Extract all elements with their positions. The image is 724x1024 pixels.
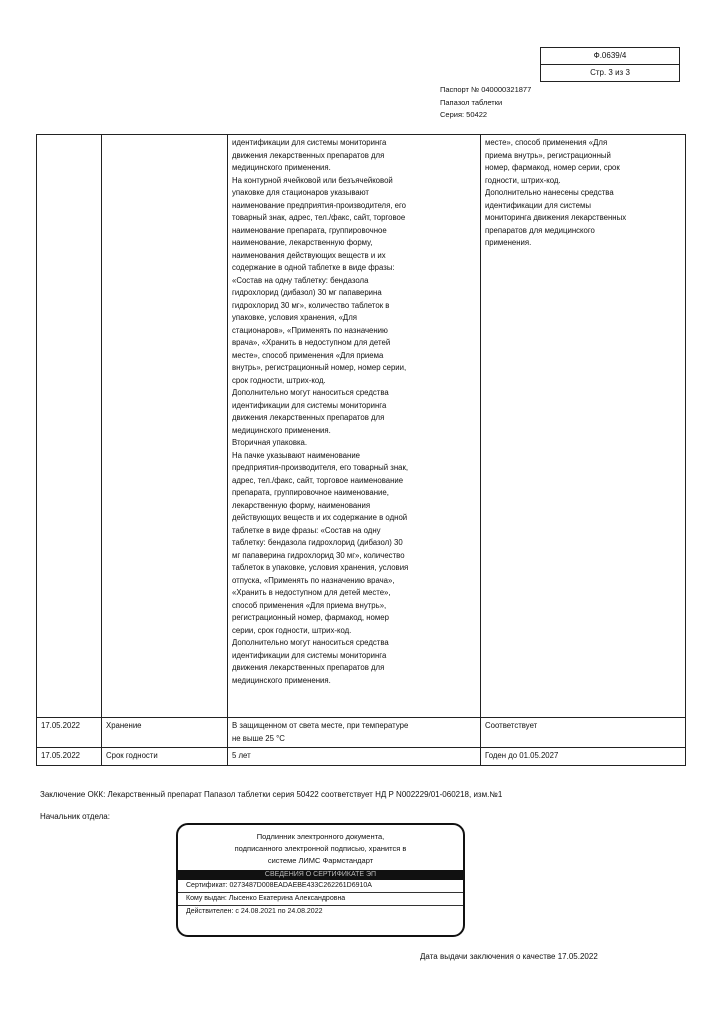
- requirement-cell: 5 лет: [228, 748, 481, 766]
- stamp-issued-to: Кому выдан: Лысенко Екатерина Александровна: [178, 893, 463, 906]
- table-row: [37, 718, 686, 748]
- stamp-validity: Действителен: с 24.08.2021 по 24.08.2022: [186, 908, 323, 915]
- result-cell: [481, 135, 686, 718]
- stamp-certificate-number: Сертификат: 0273487D008EADAEBE433C262261D6910A: [178, 880, 463, 893]
- requirement-text: идентификации для системы мониторинга движения лекарственных препаратов для медицинского применения. На контурной ячейковой или безъячейковой упаковке для стационаров указывают наименование предприятия-производителя, его товарный знак, адрес, тел./факс, сайт, торговое наименование препарата, группировочное наименование, лекарственную форму, наименования действующих веществ и их содержание в одной таблетке в виде фразы: «Состав на одну таблетку: бендазола гидрохлорид (дибазол) 30 мг папаверина гидрохлорид 30 мг», количество таблеток в упаковке, условия хранения, «Для стационаров», «Применять по назначению врача», «Хранить в недоступном для детей месте», способ применения «Для приема внутрь», регистрационный номер, номер серии, срок годности, штрих-код. Дополнительно могут наноситься средства идентификации для системы мониторинга движения лекарственных препаратов для медицинского применения. Вторичная упаковка. На пачке указывают наименование предприятия-производителя, его товарный знак, адрес, тел./факс, сайт, торговое наименование препарата, группировочное наименование, лекарственную форму, наименования действующих веществ и их содержание в одной таблетке в виде фразы: «Состав на одну таблетку: бендазола гидрохлорид (дибазол) 30 мг папаверина гидрохлорид 30 мг», количество таблеток в упаковке, условия хранения, условия отпуска, «Применять по назначению врача», «Хранить в недоступном для детей месте», способ применения «Для приема внутрь», регистрационный номер, фармакод, номер серии, срок годности, штрих-код. Дополнительно могут наноситься средства идентификации для системы мониторинга движения лекарственных препаратов для медицинского применения.: [232, 138, 409, 685]
- test-results-table: [36, 134, 686, 766]
- indicator-cell: Хранение: [102, 718, 228, 748]
- stamp-title: Подлинник электронного документа, подписанного электронной подписью, хранится в системе ЛИМС Фармстандарт: [234, 832, 407, 865]
- requirement-cell: [228, 135, 481, 718]
- indicator-cell: Срок годности: [102, 748, 228, 766]
- result-cell: Соответствует: [481, 718, 686, 748]
- date-cell: 17.05.2022: [37, 748, 102, 766]
- head-of-department-label: Начальник отдела:: [40, 812, 110, 821]
- table-row: [37, 135, 686, 718]
- passport-block: [440, 84, 531, 122]
- passport-number: Паспорт № 040000321877: [440, 85, 532, 94]
- form-code-box: [540, 47, 680, 82]
- page-number: Стр. 3 из 3: [541, 64, 679, 81]
- date-cell: [37, 135, 102, 718]
- issue-date: Дата выдачи заключения о качестве 17.05.2022: [420, 952, 598, 961]
- series-number: Серия: 50422: [440, 110, 488, 119]
- stamp-certificate-header: СВЕДЕНИЯ О СЕРТИФИКАТЕ ЭП: [178, 870, 463, 880]
- electronic-signature-stamp: [176, 823, 465, 937]
- result-cell: Годен до 01.05.2027: [481, 748, 686, 766]
- date-cell: 17.05.2022: [37, 718, 102, 748]
- qc-conclusion: Заключение ОКК: Лекарственный препарат Папазол таблетки серия 50422 соответствует НД Р N002229/01-060218, изм.№1: [40, 790, 503, 799]
- requirement-cell: В защищенном от света месте, при температуре не выше 25 °С: [228, 718, 481, 748]
- result-text: месте», способ применения «Для приема внутрь», регистрационный номер, фармакод, номер серии, срок годности, штрих-код. Дополнительно нанесены средства идентификации для системы мониторинга движения лекарственных препаратов для медицинского применения.: [485, 138, 627, 247]
- indicator-cell: [102, 135, 228, 718]
- product-name: Папазол таблетки: [440, 97, 503, 107]
- form-code: Ф.0639/4: [593, 51, 627, 60]
- table-row: [37, 748, 686, 766]
